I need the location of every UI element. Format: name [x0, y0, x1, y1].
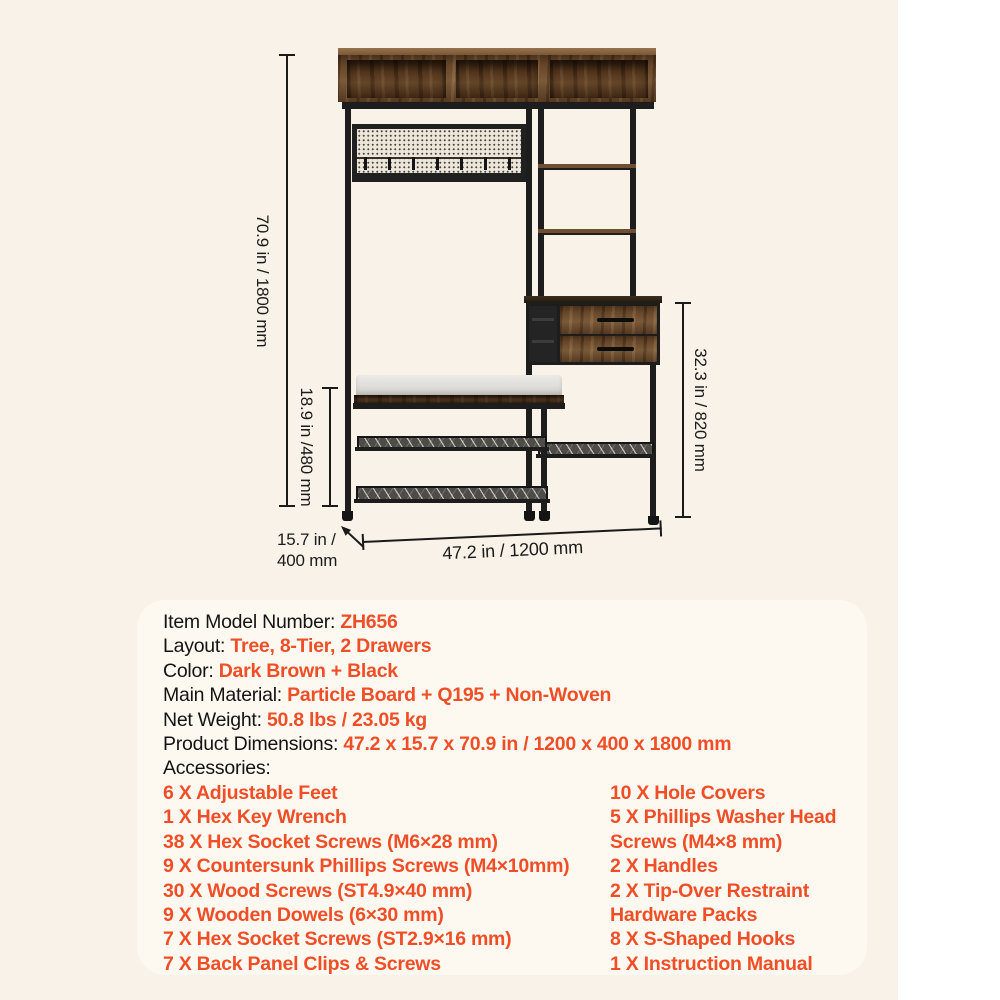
spec-label: Layout: — [163, 635, 231, 658]
accessory-item: 30 X Wood Screws (ST4.9×40 mm) — [163, 879, 473, 902]
tower-shelf-edge — [538, 233, 636, 235]
spec-label: Product Dimensions: — [163, 733, 344, 756]
spec-row-material — [163, 683, 731, 707]
accessories-left-column — [163, 781, 613, 976]
drawer-unit-side-panel — [529, 306, 557, 362]
bench-board-edge — [354, 395, 564, 403]
coat-hook — [436, 157, 439, 170]
coat-hook — [388, 157, 391, 170]
coat-hook — [460, 157, 463, 170]
spec-label: Accessories: — [163, 757, 271, 780]
spec-value: 50.8 lbs / 23.05 kg — [266, 708, 427, 731]
top-cabinet-top-face — [338, 48, 656, 55]
mesh-coat-panel — [352, 124, 526, 182]
accessory-item: 2 X Tip-Over Restraint Hardware Packs — [610, 879, 809, 927]
accessory-item: 1 X Instruction Manual — [610, 952, 813, 975]
spec-value: 47.2 x 15.7 x 70.9 in / 1200 x 400 x 1800 mm — [343, 733, 732, 756]
accessory-item: 6 X Adjustable Feet — [163, 782, 338, 804]
adjustable-foot — [648, 516, 659, 525]
right-lower-shelf-bar — [536, 454, 656, 458]
spec-value: Tree, 8-Tier, 2 Drawers — [230, 635, 432, 658]
cabinet-dim-cap-top — [675, 302, 691, 304]
tower-shelf-edge — [538, 168, 636, 170]
adjustable-foot — [524, 511, 535, 521]
spec-row-accessories-header — [163, 756, 731, 780]
top-frame-bar — [342, 102, 654, 109]
accessory-item: 2 X Handles — [610, 855, 718, 878]
drawer-unit-top — [524, 296, 662, 303]
bench-dim-cap-top — [322, 387, 338, 389]
spec-label: Net Weight: — [163, 708, 267, 731]
cabinet-dim-line — [682, 303, 684, 518]
bench-dim-label: 18.9 in /480 mm — [297, 387, 316, 507]
hook-rail — [357, 157, 521, 159]
bench-dim-cap-bottom — [322, 505, 338, 507]
adjustable-foot — [539, 511, 550, 521]
spec-value: Particle Board + Q195 + Non-Woven — [287, 684, 612, 707]
accessory-item: 5 X Phillips Washer Head Screws (M4×8 mm) — [610, 806, 837, 853]
accessory-item: 7 X Back Panel Clips & Screws — [163, 952, 441, 975]
coat-hook — [508, 157, 511, 170]
depth-dim-label — [277, 529, 337, 571]
spec-label: Main Material: — [163, 684, 288, 707]
height-dim-line — [286, 55, 288, 507]
accessory-item: 7 X Hex Socket Screws (ST2.9×16 mm) — [163, 928, 512, 951]
depth-dim-label-line2: 400 mm — [277, 551, 338, 570]
spec-value: Dark Brown + Black — [218, 659, 398, 682]
spec-row-dimensions — [163, 732, 731, 756]
height-dim-label: 70.9 in / 1800 mm — [253, 214, 272, 348]
cabinet-dim-label: 32.3 in / 820 mm — [691, 348, 710, 472]
left-post — [345, 109, 351, 512]
depth-dim-label-line1: 15.7 in / — [277, 530, 336, 549]
side-panel-slot — [532, 318, 554, 321]
accessory-item: 9 X Wooden Dowels (6×30 mm) — [163, 904, 444, 927]
shoe-shelf-lower-bar — [354, 499, 550, 503]
height-dim-cap-top — [279, 54, 295, 56]
bench-frame-bar — [353, 403, 565, 409]
coat-hook — [484, 157, 487, 170]
spec-row-model — [163, 610, 731, 634]
spec-row-layout — [163, 634, 731, 658]
shelf-tower-right-post — [630, 109, 636, 299]
height-dim-cap-bottom — [279, 505, 295, 507]
width-dim-group — [362, 527, 664, 581]
coat-hook — [412, 157, 415, 170]
adjustable-foot — [342, 511, 353, 521]
accessory-item: 8 X S-Shaped Hooks — [610, 928, 796, 951]
bench-cushion — [356, 375, 562, 396]
shoe-shelf-upper-bar — [355, 447, 549, 451]
accessory-item: 9 X Countersunk Phillips Screws (M4×10mm) — [163, 855, 570, 878]
top-cabinet-compartment — [456, 60, 538, 98]
shelf-tower-left-post — [538, 109, 544, 299]
drawer-handle — [597, 347, 634, 351]
spec-row-weight — [163, 708, 731, 732]
spec-panel — [137, 600, 867, 975]
drawer-unit-right-leg — [650, 365, 656, 517]
spec-row-color — [163, 659, 731, 683]
side-panel-slot — [532, 340, 554, 343]
bench-dim-line — [329, 388, 331, 507]
width-dim-label: 47.2 in / 1200 mm — [441, 536, 584, 564]
right-white-margin — [898, 0, 1000, 1000]
top-cabinet-compartment — [550, 60, 648, 98]
accessory-item: 10 X Hole Covers — [610, 782, 766, 804]
accessory-item: 38 X Hex Socket Screws (M6×28 mm) — [163, 830, 498, 853]
coat-hook — [364, 157, 367, 170]
cabinet-dim-cap-bottom — [675, 516, 691, 518]
accessories-right-column — [610, 781, 882, 976]
drawer-handle — [597, 318, 634, 322]
spec-label: Color: — [163, 659, 219, 682]
spec-label: Item Model Number: — [163, 611, 341, 633]
accessory-item: 1 X Hex Key Wrench — [163, 806, 347, 829]
top-cabinet-compartment — [347, 60, 446, 98]
spec-value: ZH656 — [340, 611, 398, 633]
spec-rows — [163, 610, 731, 781]
